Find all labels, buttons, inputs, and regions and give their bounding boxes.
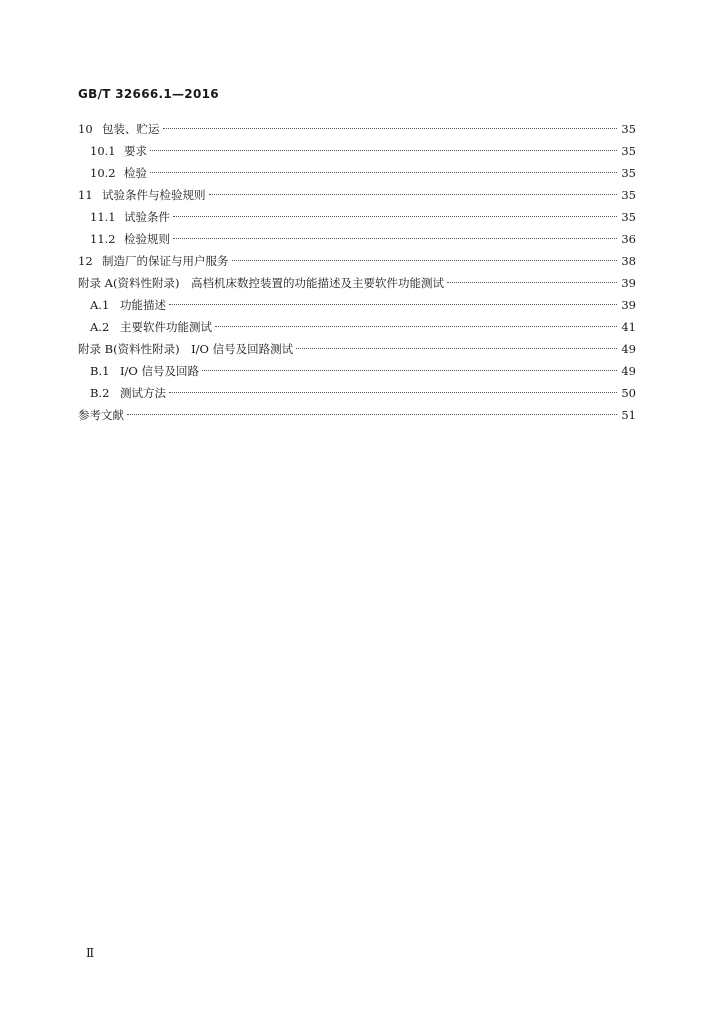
toc-entry-title: (资料性附录) I/O 信号及回路测试 (113, 342, 294, 356)
toc-dot-leader (127, 403, 617, 419)
toc-entry-appendix-a[interactable] (78, 271, 636, 290)
toc-entry-page: 49 (621, 342, 636, 356)
toc-dot-leader (163, 117, 618, 133)
toc-entry-title: 参考文献 (78, 408, 124, 422)
document-standard-number: GB/T 32666.1—2016 (78, 87, 219, 101)
toc-entry-title: 要求 (124, 144, 147, 158)
toc-dot-leader (173, 205, 617, 221)
toc-entry-11[interactable] (78, 183, 636, 202)
toc-entry-number: B.1 (90, 364, 110, 378)
toc-dot-leader (169, 381, 617, 397)
toc-entry-page: 36 (621, 232, 636, 246)
toc-entry-title: 检验规则 (124, 232, 170, 246)
toc-entry-page: 51 (621, 408, 636, 422)
toc-entry-page: 35 (621, 210, 636, 224)
toc-entry-number: 11 (78, 188, 93, 202)
toc-entry-10-2[interactable] (90, 161, 636, 180)
toc-entry-number: A.1 (90, 298, 110, 312)
toc-entry-11-2[interactable] (90, 227, 636, 246)
toc-entry-page: 35 (621, 122, 636, 136)
toc-entry-number: A.2 (90, 320, 110, 334)
toc-entry-title: 试验条件与检验规则 (102, 188, 206, 202)
toc-entry-number: 附录 A (78, 276, 113, 290)
toc-dot-leader (173, 227, 617, 243)
toc-entry-title: 试验条件 (124, 210, 170, 224)
toc-entry-number: 11.1 (90, 210, 116, 224)
toc-entry-number: 11.2 (90, 232, 116, 246)
toc-dot-leader (150, 161, 617, 177)
toc-dot-leader (169, 293, 617, 309)
toc-entry-number: 附录 B (78, 342, 114, 356)
toc-entry-number: 10 (78, 122, 93, 136)
toc-entry-page: 49 (621, 364, 636, 378)
toc-entry-page: 39 (621, 298, 636, 312)
toc-dot-leader (232, 249, 618, 265)
page-number: Ⅱ (86, 946, 95, 960)
toc-entry-page: 35 (621, 144, 636, 158)
toc-entry-title: 包装、贮运 (102, 122, 160, 136)
toc-entry-title: 检验 (124, 166, 147, 180)
toc-entry-title: 制造厂的保证与用户服务 (102, 254, 229, 268)
toc-entry-page: 39 (621, 276, 636, 290)
toc-entry-title: I/O 信号及回路 (120, 364, 200, 378)
toc-entry-title: 测试方法 (120, 386, 166, 400)
toc-entry-page: 50 (621, 386, 636, 400)
toc-entry-title: (资料性附录) 高档机床数控装置的功能描述及主要软件功能测试 (112, 276, 444, 290)
toc-entry-number: B.2 (90, 386, 110, 400)
toc-entry-number: 10.2 (90, 166, 116, 180)
toc-entry-page: 35 (621, 188, 636, 202)
toc-entry-number: 12 (78, 254, 93, 268)
toc-entry-10-1[interactable] (90, 139, 636, 158)
toc-dot-leader (215, 315, 617, 331)
toc-entry-title: 功能描述 (120, 298, 166, 312)
toc-dot-leader (296, 337, 617, 353)
toc-entry-b-1[interactable] (90, 359, 636, 378)
toc-entry-number: 10.1 (90, 144, 116, 158)
toc-dot-leader (202, 359, 617, 375)
toc-entry-b-2[interactable] (90, 381, 636, 400)
toc-entry-references[interactable] (78, 403, 636, 422)
toc-entry-title: 主要软件功能测试 (120, 320, 212, 334)
toc-entry-12[interactable] (78, 249, 636, 268)
toc-dot-leader (447, 271, 617, 287)
toc-entry-a-2[interactable] (90, 315, 636, 334)
toc-entry-page: 35 (621, 166, 636, 180)
toc-entry-11-1[interactable] (90, 205, 636, 224)
toc-entry-a-1[interactable] (90, 293, 636, 312)
toc-dot-leader (209, 183, 618, 199)
toc-entry-page: 41 (621, 320, 636, 334)
toc-entry-page: 38 (621, 254, 636, 268)
toc-entry-10[interactable] (78, 117, 636, 136)
toc-entry-appendix-b[interactable] (78, 337, 636, 356)
toc-dot-leader (150, 139, 617, 155)
